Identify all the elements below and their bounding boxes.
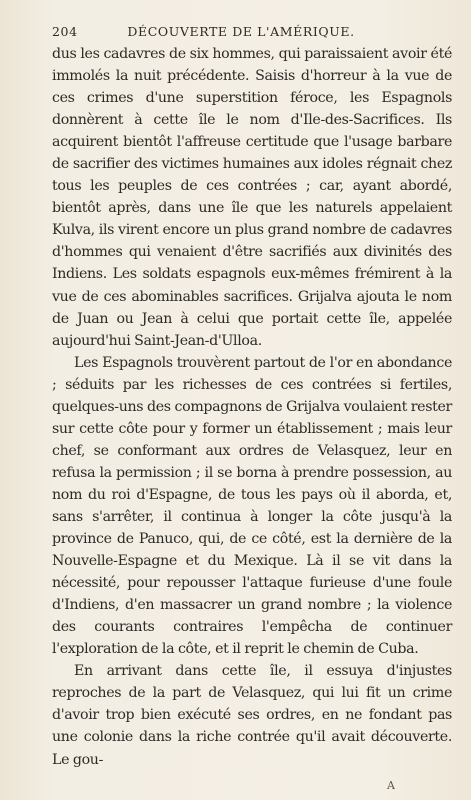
paragraph-1: dus les cadavres de six hommes, qui paraissaient avoir été immolés la nuit précédente. Saisis d'horreur à la vue de ces crimes d'une superstition féroce, les Espagnols donnèrent à cette île le nom d'Ile-des-Sacrifices. Ils acquirent bientôt l'affreuse certitude que l'usage barbare de sacrifier des victimes humaines aux idoles régnait chez tous les peuples de ces contrées ; car, ayant abordé, bientôt après, dans une île que les naturels appelaient Kulva, ils virent encore un plus grand nombre de cadavres d'hommes qui venaient d'être sacrifiés aux divinités des Indiens. Les soldats espagnols eux-mêmes frémirent à la vue de ces abominables sacrifices. Grijalva ajouta le nom de Juan ou Jean à celui que portait cette île, appelée aujourd'hui Saint-Jean-d'Ulloa. xyxy=(52,46,452,349)
page-header xyxy=(52,24,430,42)
running-title: DÉCOUVERTE DE L'AMÉRIQUE. xyxy=(127,24,355,39)
paragraph-3: En arrivant dans cette île, il essuya d'injustes reproches de la part de Velasquez, qui lui fit un crime d'avoir trop bien exécuté ses ordres, en ne fondant pas une colonie dans la riche contrée qu'il avait découverte. Le gou- xyxy=(52,663,452,768)
page-number: 204 xyxy=(52,24,78,39)
paragraph-2: Les Espagnols trouvèrent partout de l'or en abondance ; séduits par les richesses de ces contrées si fertiles, quelques-uns des compagnons de Grijalva voulaient rester sur cette côte pour y former un établissement ; mais leur chef, se conformant aux ordres de Velasquez, leur en refusa la permission ; il se borna à prendre possession, au nom du roi d'Espagne, de tous les pays où il aborda, et, sans s'arrêter, il continua à longer la côte jusqu'à la province de Panuco, qui, de ce côté, est la dernière de la Nouvelle-Espagne et du Mexique. Là il se vit dans la nécessité, pour repousser l'attaque furieuse d'une foule d'Indiens, d'en massacrer un grand nombre ; la violence des courants contraires l'empêcha de continuer l'exploration de la côte, et il reprit le chemin de Cuba. xyxy=(52,354,452,658)
signature-mark: A xyxy=(387,779,395,792)
body-text xyxy=(52,43,452,771)
